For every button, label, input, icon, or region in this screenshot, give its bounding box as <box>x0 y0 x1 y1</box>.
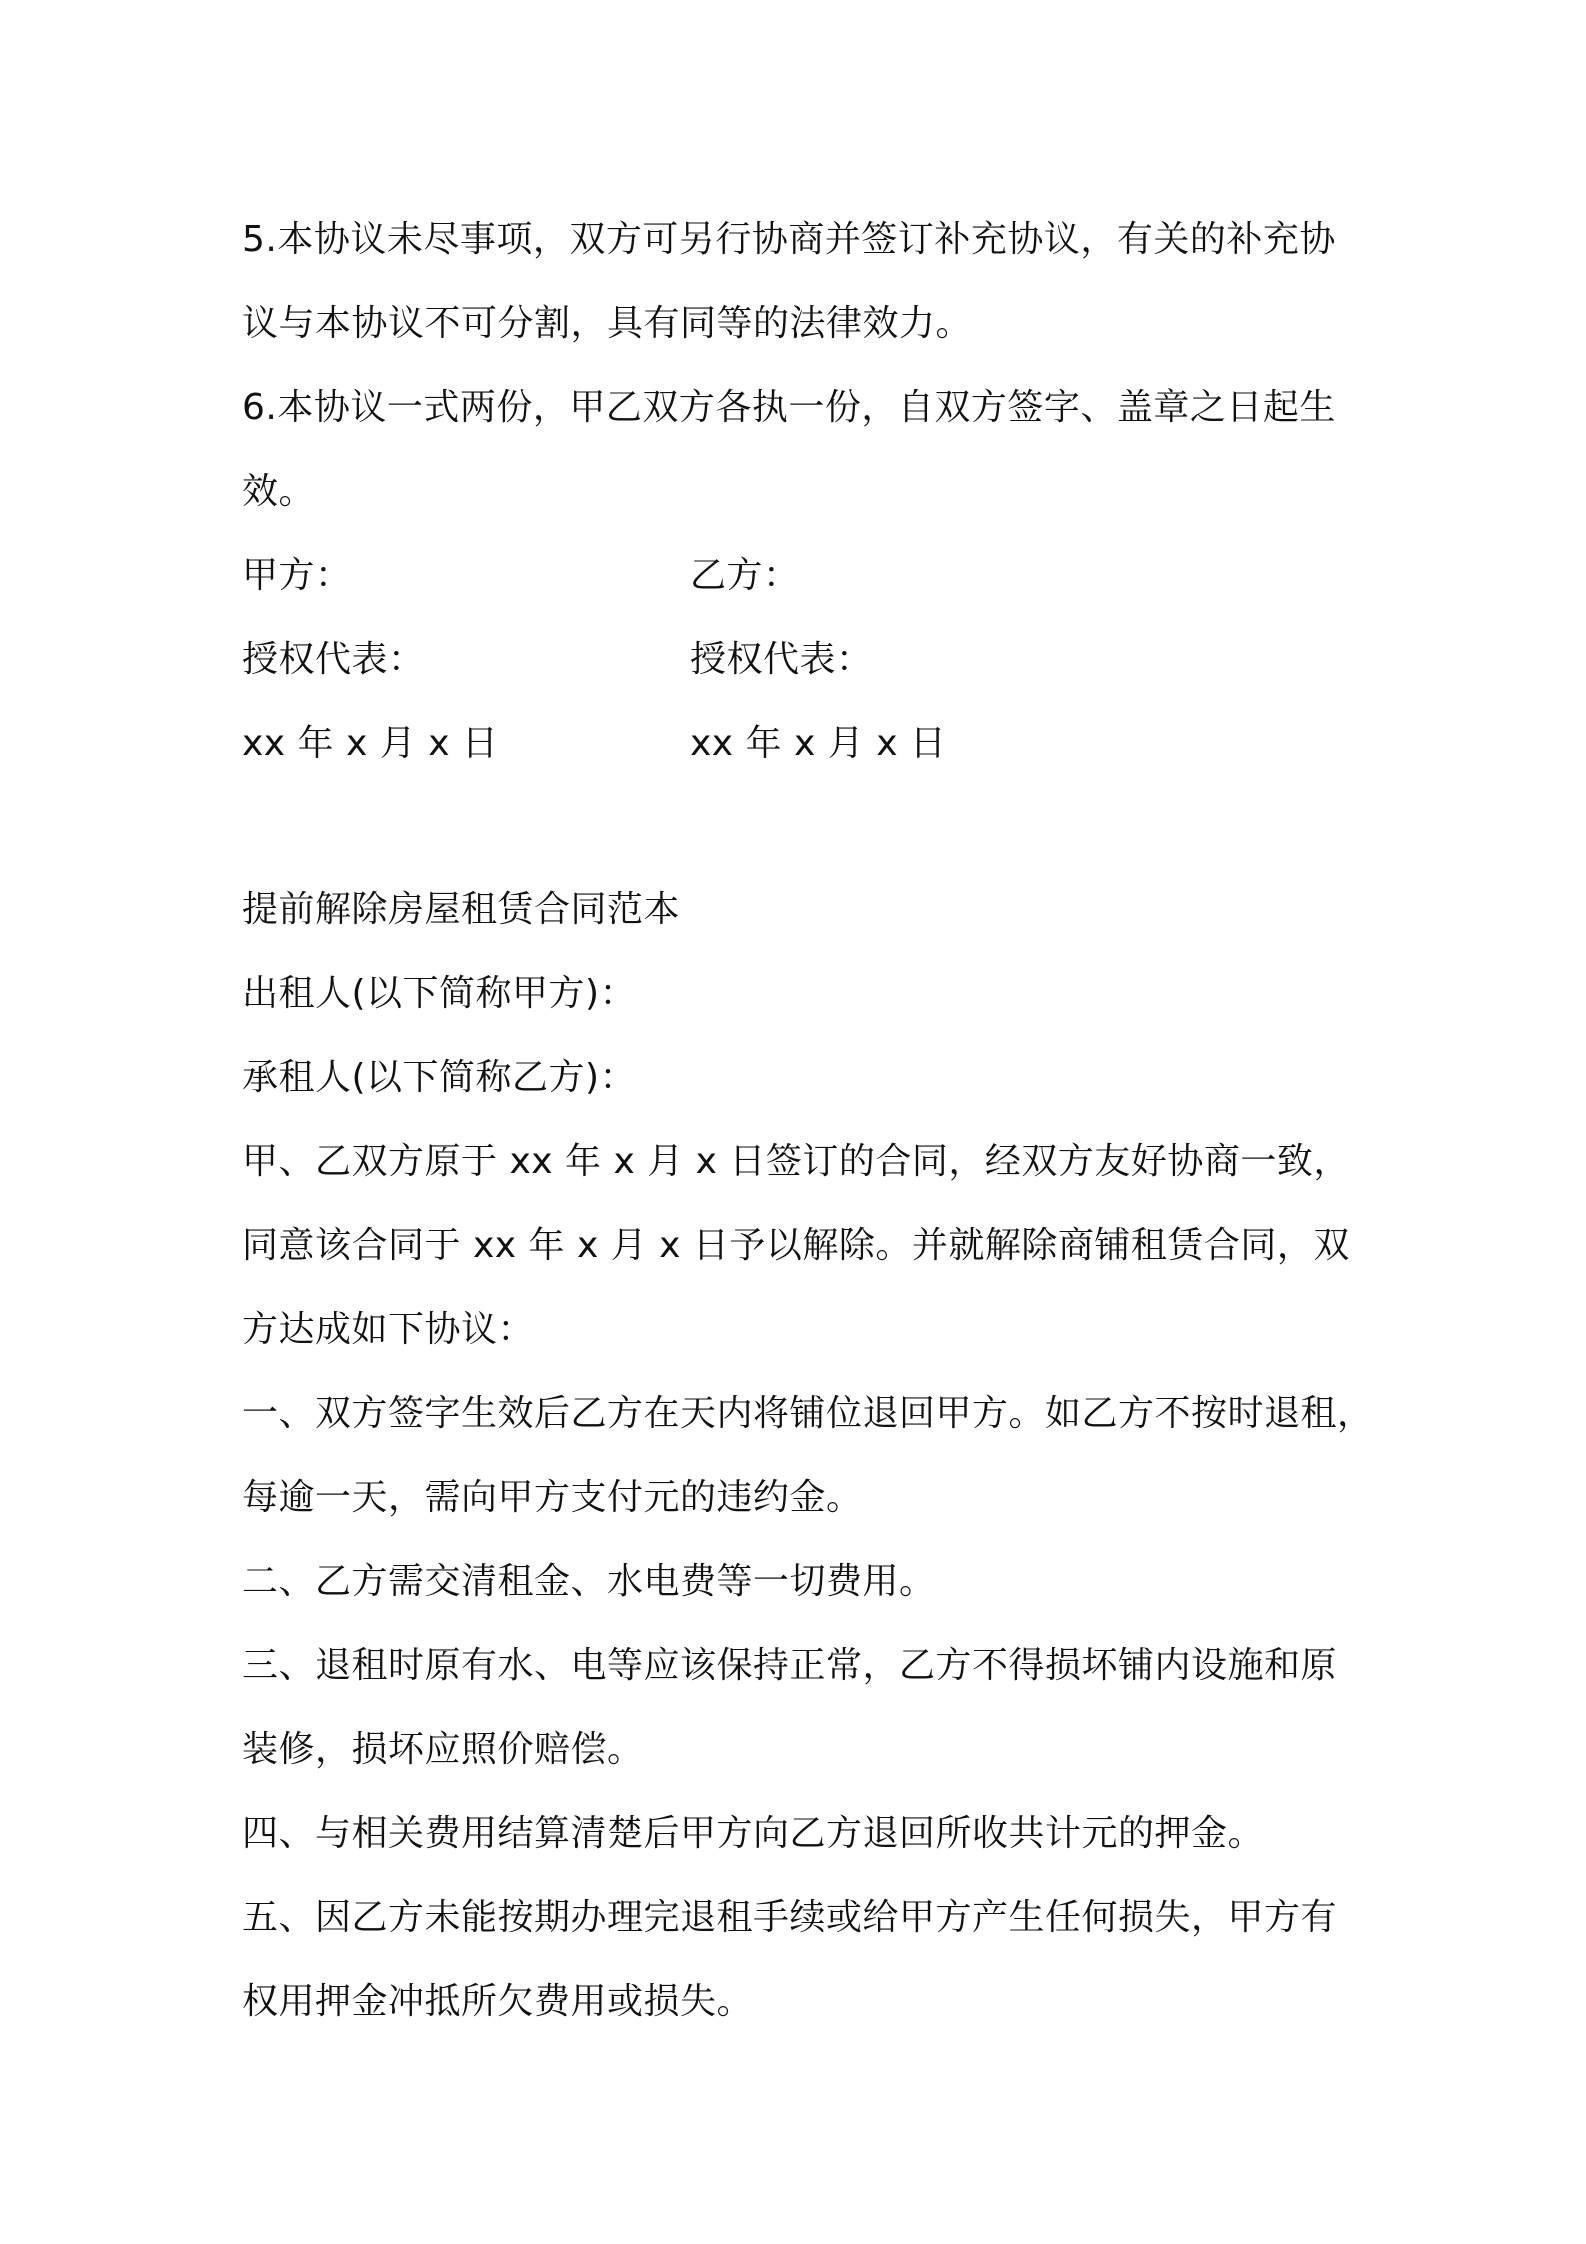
party-a-label: 甲方： <box>242 555 352 596</box>
representative-a-label: 授权代表： <box>242 639 425 680</box>
date-b: xx 年 x 月 x 日 <box>690 723 947 764</box>
clause-5-line-1: 5.本协议未尽事项，双方可另行协商并签订补充协议，有关的补充协 <box>242 219 1336 260</box>
date-row <box>242 702 1352 786</box>
party-row <box>242 534 1352 618</box>
clause-3-line-1: 三、退租时原有水、电等应该保持正常，乙方不得损坏铺内设施和原 <box>242 1645 1338 1686</box>
clause-3-line-2: 装修，损坏应照价赔偿。 <box>242 1729 644 1770</box>
clause-5b-line-2: 权用押金冲抵所欠费用或损失。 <box>242 1981 754 2022</box>
clause-6-line-2: 效。 <box>242 471 316 512</box>
clause-4-line-1: 四、与相关费用结算清楚后甲方向乙方退回所收共计元的押金。 <box>242 1813 1265 1854</box>
party-b-label: 乙方： <box>690 555 800 596</box>
document-page <box>242 198 1374 2044</box>
date-a: xx 年 x 月 x 日 <box>242 723 499 764</box>
preamble-line-2: 同意该合同于 xx 年 x 月 x 日予以解除。并就解除商铺租赁合同，双 <box>242 1225 1350 1266</box>
clause-2-line-1: 二、乙方需交清租金、水电费等一切费用。 <box>242 1561 936 1602</box>
clause-5b-line-1: 五、因乙方未能按期办理完退租手续或给甲方产生任何损失，甲方有 <box>242 1897 1338 1938</box>
preamble-line-3: 方达成如下协议： <box>242 1309 535 1350</box>
representative-row <box>242 618 1352 702</box>
clause-6-line-1: 6.本协议一式两份，甲乙双方各执一份，自双方签字、盖章之日起生 <box>242 387 1336 428</box>
lessee-line: 承租人(以下简称乙方)： <box>242 1057 637 1098</box>
clause-1-line-2: 每逾一天，需向甲方支付元的违约金。 <box>242 1477 863 1518</box>
section-gap <box>242 786 1352 868</box>
lessor-line: 出租人(以下简称甲方)： <box>242 973 637 1014</box>
representative-b-label: 授权代表： <box>690 639 873 680</box>
clause-1-line-1: 一、双方签字生效后乙方在天内将铺位退回甲方。如乙方不按时退租， <box>242 1393 1374 1434</box>
preamble-line-1: 甲、乙双方原于 xx 年 x 月 x 日签订的合同，经双方友好协商一致， <box>242 1141 1350 1182</box>
contract-title: 提前解除房屋租赁合同范本 <box>242 889 681 930</box>
clause-5-line-2: 议与本协议不可分割，具有同等的法律效力。 <box>242 303 973 344</box>
